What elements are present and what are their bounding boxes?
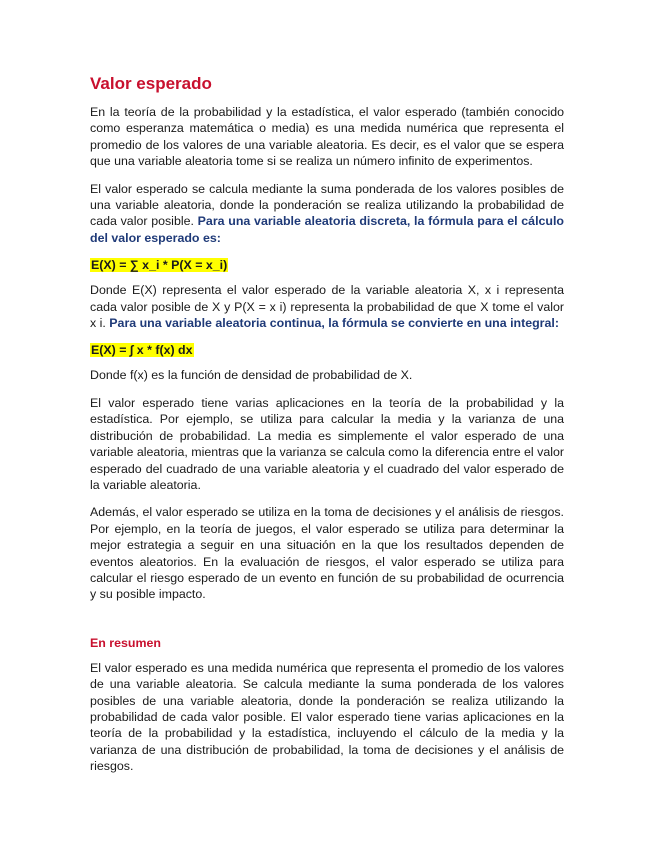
summary-title: En resumen	[90, 635, 161, 650]
document-title: Valor esperado	[90, 74, 212, 93]
calculation-text: El valor esperado se calcula mediante la suma ponderada de los valores posibles de una variable aleatoria, donde la ponderación se realiza utilizando la probabilidad de cada valor posible.	[90, 181, 564, 229]
calculation-paragraph	[90, 181, 564, 247]
document-page	[90, 74, 564, 786]
discrete-formula-intro: Para una variable aleatoria discreta, la fórmula para el cálculo del valor esperado es:	[90, 214, 564, 245]
density-paragraph: Donde f(x) es la función de densidad de probabilidad de X.	[90, 368, 413, 383]
continuous-formula: E(X) = ∫ x * f(x) dx	[91, 343, 193, 358]
continuous-formula-line	[90, 342, 564, 358]
risk-paragraph: Además, el valor esperado se utiliza en la toma de decisiones y el análisis de riesgos. Por ejemplo, en la teoría de juegos, el valor esperado se utiliza para determinar la mejor estrategia a seguir en una situación en la que los resultados dependen de eventos aleatorios. En la evaluación de riesgos, el valor esperado se utiliza para calcular el riesgo esperado de un evento en función de su probabilidad de ocurrencia y su posible impacto.	[90, 505, 564, 602]
definition-text: Donde E(X) representa el valor esperado de la variable aleatoria X, x i representa cada valor posible de X y P(X = x i) representa la probabilidad de que X tome el valor x i.	[90, 283, 564, 331]
summary-paragraph: El valor esperado es una medida numérica que representa el promedio de los valores de una variable aleatoria. Se calcula mediante la suma ponderada de los valores posibles de una variable aleatoria, donde la ponderación se realiza utilizando la probabilidad de cada valor posible. El valor esperado tiene varias aplicaciones en la teoría de la probabilidad y la estadística, incluyendo el cálculo de la media y la varianza de una distribución de probabilidad, la toma de decisiones y el análisis de riesgos.	[90, 660, 564, 774]
discrete-formula-line	[90, 257, 564, 273]
applications-paragraph: El valor esperado tiene varias aplicaciones en la teoría de la probabilidad y la estadística. Por ejemplo, se utiliza para calcular la media y la varianza de una distribución de probabilidad. La media es simplemente el valor esperado de una variable aleatoria, mientras que la varianza se calcula como la diferencia entre el valor esperado del cuadrado de una variable aleatoria y el cuadrado del valor esperado de la variable aleatoria.	[90, 395, 564, 492]
definition-paragraph	[90, 282, 564, 331]
intro-paragraph: En la teoría de la probabilidad y la estadística, el valor esperado (también conocido como esperanza matemática o media) es una medida numérica que representa el promedio de los valores de una variable aleatoria. Es decir, es el valor que se espera que una variable aleatoria tome si se realiza un número infinito de experimentos.	[90, 105, 564, 169]
continuous-formula-intro: Para una variable aleatoria continua, la fórmula se convierte en una integral:	[109, 316, 559, 331]
discrete-formula: E(X) = ∑ x_i * P(X = x_i)	[91, 258, 228, 273]
